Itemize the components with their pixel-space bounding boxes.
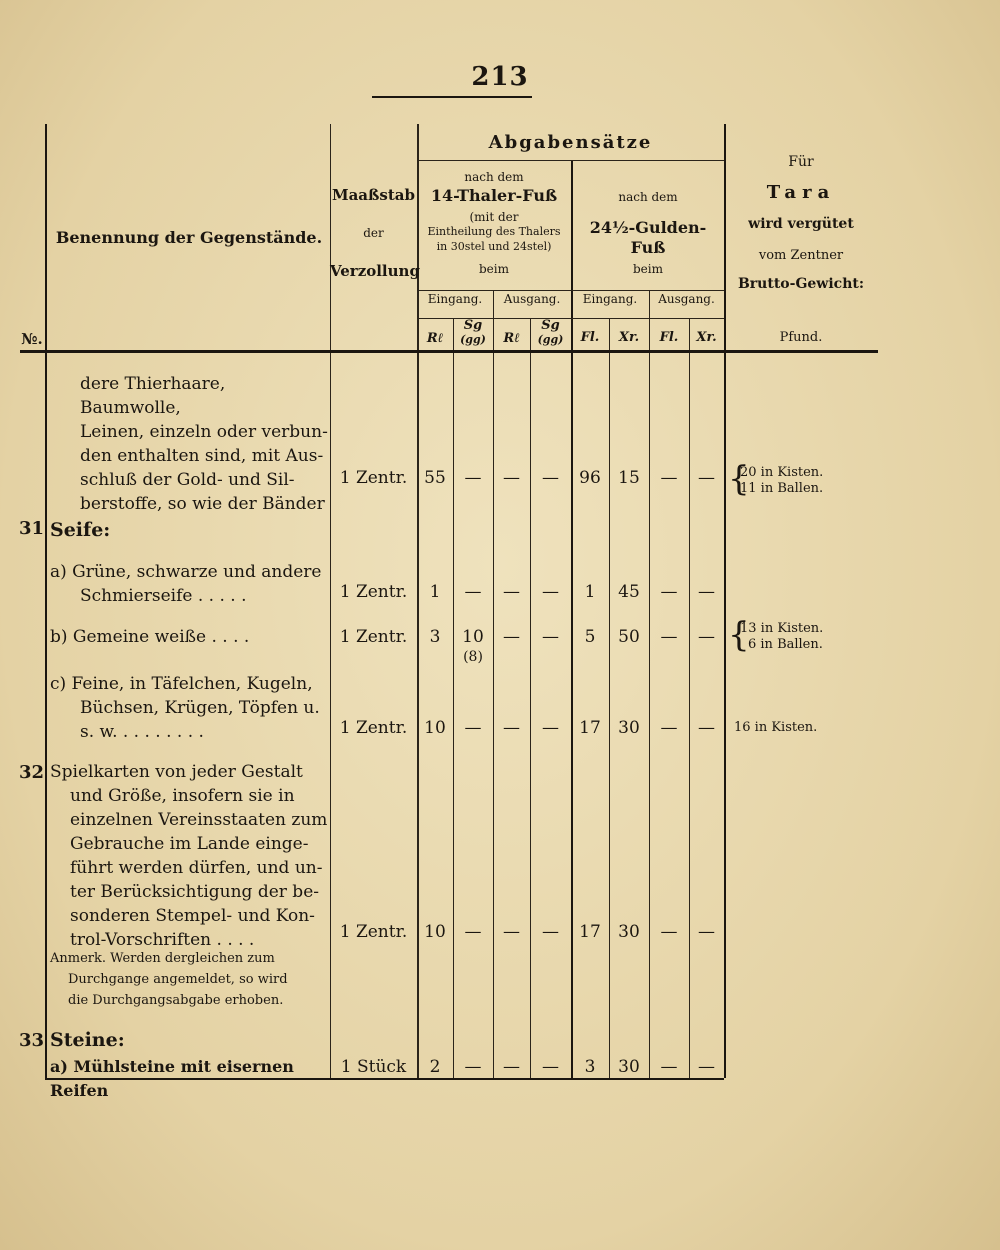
r31c-unit: 1 Zentr.	[339, 718, 408, 738]
r31b-in-sgr: 10	[462, 627, 484, 647]
r31c-in-sgr: —	[464, 718, 482, 738]
thaler-line-6: beim	[479, 262, 509, 276]
eingang-ausgang-rule	[417, 290, 724, 291]
r33a-in-xr: 30	[618, 1057, 640, 1077]
col-divider-thaler-out-rt	[530, 318, 531, 1078]
gulden-eingang: Eingang.	[582, 292, 638, 306]
thaler-line-5: in 30stel und 24stel)	[436, 240, 552, 253]
r31c-out-sgr: —	[542, 718, 559, 738]
r31c-in-fl: 17	[579, 718, 601, 738]
unit-rt-in: Rℓ	[426, 331, 444, 346]
cont-in-fl: 96	[579, 468, 601, 488]
desc-line: Leinen, einzeln oder verbun-	[80, 422, 328, 442]
row-32-note	[50, 948, 330, 1011]
desc-line: Spielkarten von jeder Gestalt	[50, 762, 303, 782]
r32-in-sgr: —	[464, 922, 482, 942]
header-name-column: Benennung der Gegenstände.	[55, 228, 323, 247]
desc-line: und Größe, insofern sie in	[70, 786, 295, 806]
desc-line: berstoffe, so wie der Bänder	[80, 494, 325, 514]
desc-line: dere Thierhaare, Baumwolle,	[80, 374, 226, 418]
header-measure-2: der	[363, 226, 384, 240]
tare-entry: 20 in Kisten.	[740, 465, 824, 480]
gulden-ausgang: Ausgang.	[658, 292, 715, 306]
col-divider-gulden-in-out	[649, 290, 650, 1078]
r31b-out-fl: —	[660, 627, 678, 647]
desc-line: b) Gemeine weiße . . . .	[50, 627, 250, 647]
col-divider-thaler-in-rt	[453, 318, 454, 1078]
row-32-desc	[50, 760, 328, 952]
r32-unit: 1 Zentr.	[339, 922, 408, 942]
r31c-in-xr: 30	[618, 718, 640, 738]
row-31a-desc	[50, 560, 328, 608]
cont-out-fl: —	[660, 468, 678, 488]
row-33-title: Steine:	[50, 1029, 125, 1051]
note-line: Durchgange angemeldet, so wird	[68, 972, 288, 987]
tare-line-2: Tara	[766, 182, 836, 203]
desc-line: s. w. . . . . . . . .	[80, 722, 204, 742]
table-bottom-rule	[45, 1078, 724, 1080]
r31b-out-rt: —	[503, 627, 520, 647]
desc-line: den enthalten sind, mit Aus-	[80, 446, 324, 466]
rates-header-rule	[417, 160, 724, 161]
thaler-line-1: nach dem	[464, 170, 524, 184]
r31a-out-xr: —	[698, 582, 715, 602]
desc-line: Schmierseife . . . . .	[80, 586, 247, 606]
header-rates-title: Abgabensätze	[488, 132, 653, 153]
page-number: 213	[471, 62, 529, 92]
row-31-title: Seife:	[50, 519, 111, 541]
r33a-in-sgr: —	[464, 1057, 482, 1077]
tare-line-6: Pfund.	[779, 330, 823, 345]
unit-sgr-in: Sg	[463, 318, 483, 333]
unit-fl-in: Fl.	[580, 330, 600, 345]
desc-line: sonderen Stempel- und Kon-	[70, 906, 315, 926]
desc-line: ter Berücksichtigung der be-	[70, 882, 319, 902]
r31c-out-xr: —	[698, 718, 715, 738]
tare-entry: 13 in Kisten.	[740, 621, 824, 636]
r31b-in-fl: 5	[584, 627, 596, 647]
note-line: Anmerk. Werden dergleichen zum	[50, 951, 275, 966]
desc-line: schluß der Gold- und Sil-	[80, 470, 295, 490]
r31c-out-rt: —	[503, 718, 520, 738]
cont-out-sgr: —	[542, 468, 559, 488]
unit-sgr-out-sub: (gg)	[537, 333, 564, 346]
col-divider-gulden-in-fl	[609, 318, 610, 1078]
r31a-unit: 1 Zentr.	[339, 582, 408, 602]
thaler-ausgang: Ausgang.	[503, 292, 561, 306]
r31b-out-xr: —	[698, 627, 715, 647]
r33a-out-sgr: —	[542, 1057, 559, 1077]
header-measure-1: Maaßstab	[331, 186, 416, 204]
thaler-line-2: 14-Thaler-Fuß	[430, 186, 558, 205]
r33a-in-rt: 2	[429, 1057, 441, 1077]
r31b-in-sgr-sub: (8)	[463, 649, 483, 665]
r31b-tare-brace: {	[728, 615, 750, 655]
r31c-tare: 16 in Kisten.	[734, 720, 818, 735]
r31b-unit: 1 Zentr.	[339, 627, 408, 647]
row-continuation-desc	[80, 372, 330, 516]
cont-tare-brace: {	[728, 459, 750, 499]
tare-entry: 6 in Ballen.	[748, 637, 823, 652]
note-line: die Durchgangsabgabe erhoben.	[68, 993, 284, 1008]
thaler-line-3: (mit der	[469, 210, 519, 224]
r32-out-xr: —	[698, 922, 715, 942]
r31a-in-fl: 1	[584, 582, 596, 602]
header-number-label: №.	[21, 330, 43, 348]
r31a-in-sgr: —	[464, 582, 482, 602]
header-measure-3: Verzollung	[330, 262, 420, 280]
desc-line: Büchsen, Krügen, Töpfen u.	[80, 698, 320, 718]
r31a-out-fl: —	[660, 582, 678, 602]
r31c-out-fl: —	[660, 718, 678, 738]
r33a-unit: 1 Stück	[340, 1057, 407, 1077]
thaler-eingang: Eingang.	[427, 292, 483, 306]
r32-out-fl: —	[660, 922, 678, 942]
desc-line: führt werden dürfen, und un-	[70, 858, 323, 878]
cont-in-sgr: —	[464, 468, 482, 488]
desc-line: trol-Vorschriften . . . .	[70, 930, 255, 950]
unit-sgr-in-sub: (gg)	[460, 333, 486, 346]
tare-line-3: wird vergütet	[748, 216, 854, 232]
desc-line: Gebrauche im Lande einge-	[70, 834, 309, 854]
r33a-in-fl: 3	[584, 1057, 596, 1077]
r31a-out-rt: —	[503, 582, 520, 602]
r31b-in-xr: 50	[618, 627, 640, 647]
cont-tare	[740, 465, 870, 497]
r33a-out-fl: —	[660, 1057, 678, 1077]
desc-line: c) Feine, in Täfelchen, Kugeln,	[50, 674, 313, 694]
r31a-in-xr: 45	[618, 582, 640, 602]
col-divider-tare	[724, 124, 726, 1078]
unit-xr-out: Xr.	[696, 330, 717, 345]
tare-line-5: Brutto-Gewicht:	[737, 276, 865, 292]
r31a-out-sgr: —	[542, 582, 559, 602]
r32-in-rt: 10	[424, 922, 446, 942]
cont-unit: 1 Zentr.	[339, 468, 408, 488]
page-number-rule	[372, 96, 532, 98]
row-31b-desc	[50, 625, 328, 649]
tare-line-1: Für	[788, 154, 814, 170]
gulden-line-3: beim	[633, 262, 663, 276]
r32-in-fl: 17	[579, 922, 601, 942]
row-31c-desc	[50, 672, 328, 744]
r31a-in-rt: 1	[429, 582, 441, 602]
header-bottom-rule	[20, 350, 878, 353]
thaler-line-4: Eintheilung des Thalers	[427, 225, 561, 238]
cont-in-rt: 55	[424, 468, 446, 488]
r33a-out-rt: —	[503, 1057, 520, 1077]
tare-line-4: vom Zentner	[758, 248, 844, 263]
unit-rt-out: Rℓ	[503, 331, 520, 346]
row-33-number: 33	[18, 1030, 44, 1051]
table-left-border	[45, 124, 47, 1078]
cont-in-xr: 15	[618, 468, 640, 488]
unit-sgr-out: Sg	[541, 318, 560, 333]
row-32-number: 32	[18, 762, 44, 783]
desc-line: einzelnen Vereinsstaaten zum	[70, 810, 328, 830]
tare-entry: 11 in Ballen.	[740, 481, 824, 496]
r32-out-rt: —	[503, 922, 520, 942]
gulden-line-2: 24½-Gulden-Fuß	[589, 218, 707, 257]
col-divider-thaler-in-out	[493, 290, 494, 1078]
row-31-number: 31	[18, 518, 44, 539]
r32-out-sgr: —	[542, 922, 559, 942]
r31b-out-sgr: —	[542, 627, 559, 647]
unit-fl-out: Fl.	[659, 330, 679, 345]
cont-out-rt: —	[503, 468, 520, 488]
r31b-in-rt: 3	[429, 627, 441, 647]
unit-xr-in: Xr.	[618, 330, 640, 345]
desc-line: a) Mühlsteine mit eisernen Reifen	[50, 1057, 294, 1100]
desc-line: a) Grüne, schwarze und andere	[50, 562, 322, 582]
col-divider-gulden-out-fl	[689, 318, 690, 1078]
r33a-out-xr: —	[698, 1057, 715, 1077]
r32-in-xr: 30	[618, 922, 640, 942]
gulden-line-1: nach dem	[618, 190, 678, 204]
r31c-in-rt: 10	[424, 718, 446, 738]
cont-out-xr: —	[698, 468, 715, 488]
r31b-tare	[740, 621, 870, 653]
